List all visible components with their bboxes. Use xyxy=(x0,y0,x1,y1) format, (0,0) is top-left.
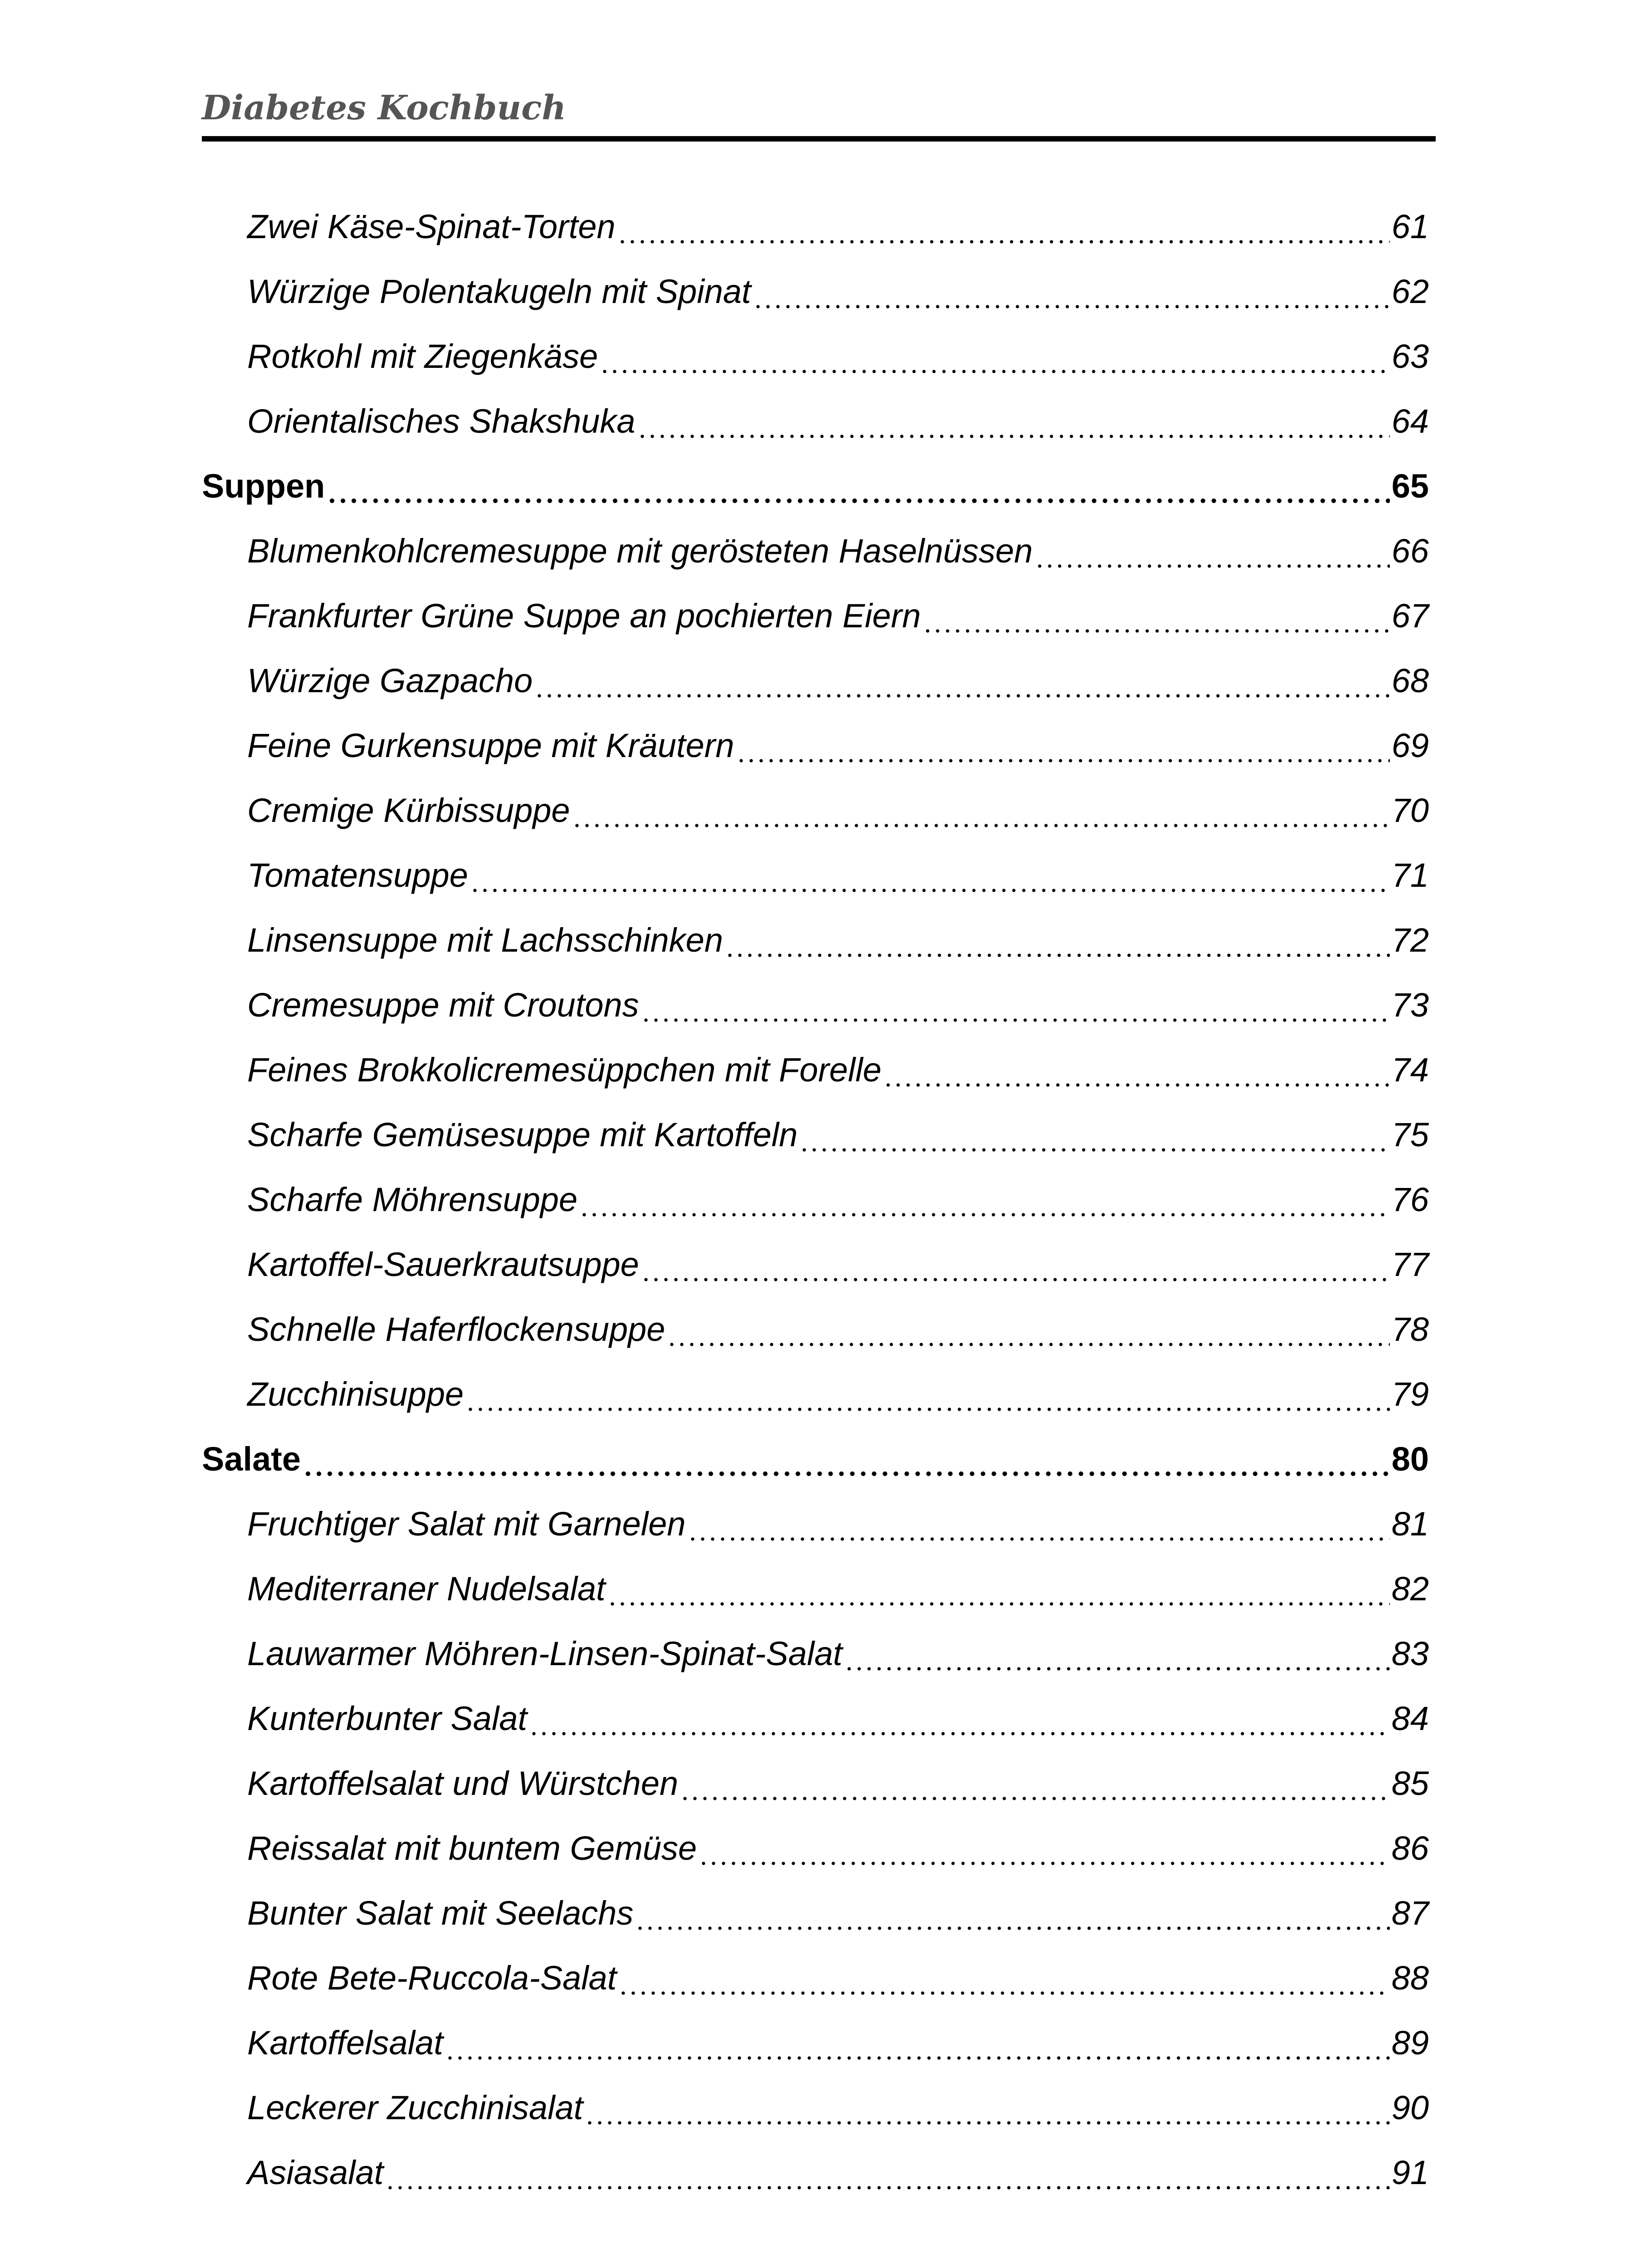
toc-entry-title: Scharfe Gemüsesuppe mit Kartoffeln xyxy=(247,1116,798,1154)
dot-leader xyxy=(618,1955,1389,2001)
dot-leader xyxy=(641,1242,1390,1287)
toc-entry-title: Kartoffel-Sauerkrautsuppe xyxy=(247,1246,639,1283)
toc-entry[interactable] xyxy=(247,2011,1429,2066)
dot-leader xyxy=(736,723,1390,768)
dot-leader xyxy=(529,1696,1390,1741)
toc-entry-title: Zucchinisuppe xyxy=(247,1375,464,1413)
toc-entry-page-number: 69 xyxy=(1391,727,1429,764)
toc-entry-page-number: 66 xyxy=(1391,532,1429,570)
toc-entry[interactable] xyxy=(247,1298,1429,1352)
toc-entry-title: Suppen xyxy=(202,467,325,505)
toc-entry-title: Salate xyxy=(202,1440,301,1478)
toc-entry[interactable] xyxy=(247,260,1429,314)
toc-entry-page-number: 81 xyxy=(1391,1505,1429,1543)
dot-leader xyxy=(600,334,1389,379)
dot-leader xyxy=(1035,528,1390,574)
toc-entry-page-number: 72 xyxy=(1391,921,1429,959)
toc-entry-title: Würzige Gazpacho xyxy=(247,662,533,699)
toc-entry-page-number: 77 xyxy=(1391,1246,1429,1283)
dot-leader xyxy=(923,593,1390,639)
dot-leader xyxy=(607,1566,1390,1612)
toc-entry-page-number: 85 xyxy=(1391,1765,1429,1802)
toc-entry-page-number: 82 xyxy=(1391,1570,1429,1608)
toc-entry-title: Scharfe Möhrensuppe xyxy=(247,1181,578,1218)
header-rule xyxy=(202,136,1436,142)
toc-entry[interactable] xyxy=(247,1557,1429,1612)
dot-leader xyxy=(327,464,1389,509)
toc-entry-title: Frankfurter Grüne Suppe an pochierten Eiern xyxy=(247,597,921,635)
toc-entry-title: Bunter Salat mit Seelachs xyxy=(247,1894,634,1932)
dot-leader xyxy=(883,1047,1389,1093)
dot-leader xyxy=(534,658,1389,704)
toc-entry[interactable] xyxy=(247,973,1429,1028)
toc-entry[interactable] xyxy=(247,1038,1429,1093)
toc-entry-title: Lauwarmer Möhren-Linsen-Spinat-Salat xyxy=(247,1635,843,1672)
toc-entry[interactable] xyxy=(247,1882,1429,1936)
toc-entry-title: Zwei Käse-Spinat-Torten xyxy=(247,208,616,245)
toc-entry[interactable] xyxy=(247,2141,1429,2195)
dot-leader xyxy=(844,1631,1390,1677)
toc-entry-title: Orientalisches Shakshuka xyxy=(247,402,636,440)
toc-entry-page-number: 83 xyxy=(1391,1635,1429,1672)
dot-leader xyxy=(445,2020,1390,2066)
toc-entry-page-number: 61 xyxy=(1391,208,1429,245)
toc-entry-title: Schnelle Haferflockensuppe xyxy=(247,1310,665,1348)
toc-entry-page-number: 74 xyxy=(1391,1051,1429,1089)
toc-entry-page-number: 88 xyxy=(1391,1959,1429,1997)
toc-entry-page-number: 65 xyxy=(1391,467,1429,505)
toc-entry-title: Tomatensuppe xyxy=(247,856,468,894)
toc-entry-title: Mediterraner Nudelsalat xyxy=(247,1570,606,1608)
toc-section-entry[interactable] xyxy=(202,455,1429,509)
dot-leader xyxy=(637,399,1390,444)
toc-entry-page-number: 70 xyxy=(1391,792,1429,829)
toc-entry[interactable] xyxy=(247,1817,1429,1871)
dot-leader xyxy=(699,1826,1390,1871)
toc-entry[interactable] xyxy=(247,714,1429,768)
toc-entry-page-number: 71 xyxy=(1391,856,1429,894)
dot-leader xyxy=(303,1437,1390,1482)
toc-section-entry[interactable] xyxy=(202,1427,1429,1482)
toc-entry-page-number: 62 xyxy=(1391,273,1429,310)
toc-entry-title: Rote Bete-Ruccola-Salat xyxy=(247,1959,617,1997)
dot-leader xyxy=(725,918,1390,963)
toc-entry-page-number: 64 xyxy=(1391,402,1429,440)
toc-entry[interactable] xyxy=(247,1752,1429,1806)
toc-entry[interactable] xyxy=(247,390,1429,444)
toc-entry-page-number: 78 xyxy=(1391,1310,1429,1348)
toc-entry-page-number: 73 xyxy=(1391,986,1429,1024)
toc-entry[interactable] xyxy=(247,195,1429,249)
toc-entry[interactable] xyxy=(247,584,1429,639)
toc-entry-page-number: 76 xyxy=(1391,1181,1429,1218)
toc-entry[interactable] xyxy=(247,844,1429,898)
toc-entry-page-number: 79 xyxy=(1391,1375,1429,1413)
toc-entry-page-number: 91 xyxy=(1391,2154,1429,2191)
dot-leader xyxy=(753,269,1390,314)
toc-entry-page-number: 67 xyxy=(1391,597,1429,635)
toc-entry-page-number: 80 xyxy=(1391,1440,1429,1478)
toc-entry-title: Würzige Polentakugeln mit Spinat xyxy=(247,273,751,310)
toc-entry-page-number: 63 xyxy=(1391,337,1429,375)
toc-entry-title: Fruchtiger Salat mit Garnelen xyxy=(247,1505,686,1543)
toc-entry-title: Reissalat mit buntem Gemüse xyxy=(247,1829,697,1867)
dot-leader xyxy=(579,1177,1390,1222)
toc-entry[interactable] xyxy=(247,909,1429,963)
toc-entry-page-number: 84 xyxy=(1391,1700,1429,1737)
toc-entry[interactable] xyxy=(247,2076,1429,2131)
toc-entry-title: Kunterbunter Salat xyxy=(247,1700,528,1737)
toc-entry-title: Cremesuppe mit Croutons xyxy=(247,986,639,1024)
dot-leader xyxy=(635,1891,1389,1936)
toc-entry[interactable] xyxy=(247,779,1429,833)
toc-entry-page-number: 89 xyxy=(1391,2024,1429,2062)
toc-entry[interactable] xyxy=(247,325,1429,379)
toc-entry[interactable] xyxy=(247,649,1429,704)
toc-entry-title: Linsensuppe mit Lachsschinken xyxy=(247,921,723,959)
toc-entry-page-number: 86 xyxy=(1391,1829,1429,1867)
dot-leader xyxy=(385,2150,1389,2195)
toc-entry-title: Asiasalat xyxy=(247,2154,384,2191)
toc-entry-page-number: 87 xyxy=(1391,1894,1429,1932)
toc-entry-title: Blumenkohlcremesuppe mit gerösteten Haselnüssen xyxy=(247,532,1033,570)
dot-leader xyxy=(465,1372,1390,1417)
dot-leader xyxy=(572,788,1390,833)
dot-leader xyxy=(799,1112,1389,1158)
dot-leader xyxy=(667,1307,1389,1352)
dot-leader xyxy=(617,204,1390,249)
dot-leader xyxy=(585,2085,1389,2131)
dot-leader xyxy=(470,853,1390,898)
toc-entry-page-number: 75 xyxy=(1391,1116,1429,1154)
toc-entry[interactable] xyxy=(247,1687,1429,1741)
toc-entry[interactable] xyxy=(247,1622,1429,1677)
toc-entry[interactable] xyxy=(247,1168,1429,1222)
toc-entry[interactable] xyxy=(247,1492,1429,1547)
toc-entry-page-number: 68 xyxy=(1391,662,1429,699)
toc-entry-title: Kartoffelsalat und Würstchen xyxy=(247,1765,679,1802)
toc-entry-title: Cremige Kürbissuppe xyxy=(247,792,570,829)
dot-leader xyxy=(680,1761,1390,1806)
toc-entry-title: Kartoffelsalat xyxy=(247,2024,443,2062)
running-header: Diabetes Kochbuch xyxy=(202,88,567,127)
dot-leader xyxy=(641,982,1390,1028)
toc-entry[interactable] xyxy=(247,1233,1429,1287)
toc-entry[interactable] xyxy=(247,1103,1429,1158)
toc-entry-title: Feines Brokkolicremesüppchen mit Forelle xyxy=(247,1051,882,1089)
toc-entry-page-number: 90 xyxy=(1391,2089,1429,2126)
toc-entry-title: Leckerer Zucchinisalat xyxy=(247,2089,583,2126)
dot-leader xyxy=(688,1501,1390,1547)
toc-entry-title: Rotkohl mit Ziegenkäse xyxy=(247,337,598,375)
toc-entry[interactable] xyxy=(247,1946,1429,2001)
toc-entry[interactable] xyxy=(247,519,1429,574)
toc-entry-title: Feine Gurkensuppe mit Kräutern xyxy=(247,727,734,764)
toc-entry[interactable] xyxy=(247,1363,1429,1417)
